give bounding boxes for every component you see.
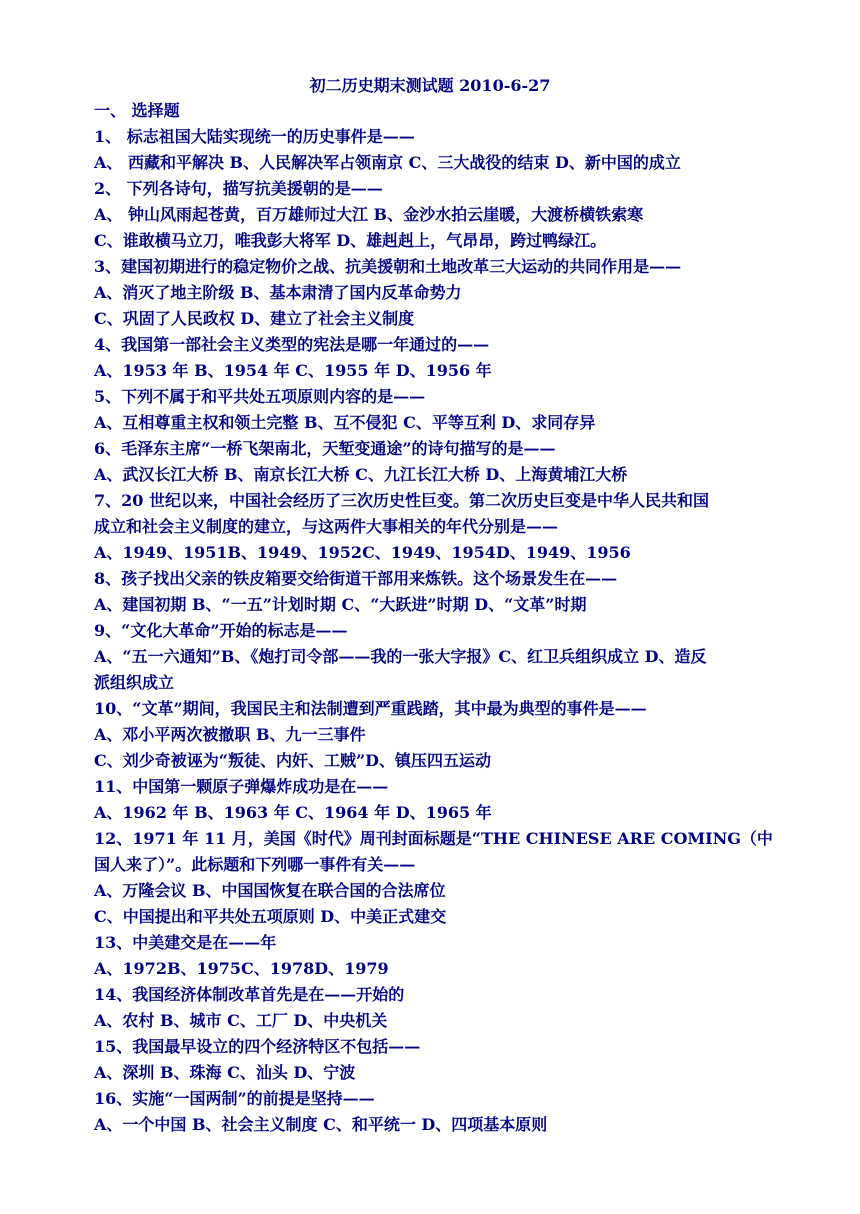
- question-16: 16、实施“一国两制”的前提是坚持——: [94, 1089, 375, 1108]
- question-14: 14、我国经济体制改革首先是在——开始的: [94, 985, 405, 1004]
- question-9: 9、“文化大革命”开始的标志是——: [94, 621, 348, 640]
- question-5: 5、下列不属于和平共处五项原则内容的是——: [94, 387, 426, 406]
- question-12-options-ab: A、万隆会议 B、中国国恢复在联合国的合法席位: [94, 881, 446, 900]
- question-2-options-ab: A、 钟山风雨起苍黄，百万雄师过大江 B、金沙水拍云崖暖，大渡桥横铁索寒: [94, 205, 644, 224]
- question-15-options: A、深圳 B、珠海 C、汕头 D、宁波: [94, 1063, 356, 1082]
- question-12: 12、1971 年 11 月，美国《时代》周刊封面标题是“THE CHINESE ARE COMING（中: [94, 829, 773, 848]
- question-8-options: A、建国初期 B、“一五”计划时期 C、“大跃进”时期 D、“文革”时期: [94, 595, 587, 614]
- question-4: 4、我国第一部社会主义类型的宪法是哪一年通过的——: [94, 335, 490, 354]
- question-2-options-cd: C、谁敢横马立刀，唯我彭大将军 D、雄赳赳上，气昂昂，跨过鸭绿江。: [94, 231, 607, 250]
- question-3-options-ab: A、消灭了地主阶级 B、基本肃清了国内反革命势力: [94, 283, 462, 302]
- section-heading: 一、 选择题: [94, 101, 180, 120]
- question-13: 13、中美建交是在——年: [94, 933, 277, 952]
- question-9-options: A、“五一六通知”B、《炮打司令部——我的一张大字报》C、红卫兵组织成立 D、造反: [94, 647, 707, 666]
- question-3-options-cd: C、巩固了人民政权 D、建立了社会主义制度: [94, 309, 415, 328]
- question-8: 8、孩子找出父亲的铁皮箱要交给街道干部用来炼铁。这个场景发生在——: [94, 569, 618, 588]
- question-4-options: A、1953 年 B、1954 年 C、1955 年 D、1956 年: [94, 361, 492, 380]
- question-14-options: A、农村 B、城市 C、工厂 D、中央机关: [94, 1011, 388, 1030]
- question-11: 11、中国第一颗原子弹爆炸成功是在——: [94, 777, 389, 796]
- question-7-continued: 成立和社会主义制度的建立，与这两件大事相关的年代分别是——: [94, 517, 559, 536]
- question-3: 3、建国初期进行的稳定物价之战、抗美援朝和土地改革三大运动的共同作用是——: [94, 257, 682, 276]
- question-10: 10、“文革”期间，我国民主和法制遭到严重践踏，其中最为典型的事件是——: [94, 699, 647, 718]
- question-10-options-cd: C、刘少奇被诬为“叛徒、内奸、工贼”D、镇压四五运动: [94, 751, 492, 770]
- document-body: [94, 98, 784, 1138]
- question-1-options: A、 西藏和平解决 B、人民解决军占领南京 C、三大战役的结束 D、新中国的成立: [94, 153, 681, 172]
- question-6-options: A、武汉长江大桥 B、南京长江大桥 C、九江长江大桥 D、上海黄埔江大桥: [94, 465, 628, 484]
- question-2: 2、 下列各诗句，描写抗美援朝的是——: [94, 179, 383, 198]
- question-7-options: A、1949、1951B、1949、1952C、1949、1954D、1949、1956: [94, 543, 631, 562]
- question-5-options: A、互相尊重主权和领土完整 B、互不侵犯 C、平等互利 D、求同存异: [94, 413, 596, 432]
- question-15: 15、我国最早设立的四个经济特区不包括——: [94, 1037, 421, 1056]
- question-9-options-continued: 派组织成立: [94, 673, 175, 692]
- question-12-continued: 国人来了）”。此标题和下列哪一事件有关——: [94, 855, 416, 874]
- question-6: 6、毛泽东主席“一桥飞架南北，天堑变通途”的诗句描写的是——: [94, 439, 556, 458]
- question-1: 1、 标志祖国大陆实现统一的历史事件是——: [94, 127, 415, 146]
- question-7: 7、20 世纪以来，中国社会经历了三次历史性巨变。第二次历史巨变是中华人民共和国: [94, 491, 709, 510]
- question-11-options: A、1962 年 B、1963 年 C、1964 年 D、1965 年: [94, 803, 492, 822]
- document-title: 初二历史期末测试题 2010-6-27: [309, 76, 551, 95]
- question-10-options-ab: A、邓小平两次被撤职 B、九一三事件: [94, 725, 366, 744]
- question-16-options: A、一个中国 B、社会主义制度 C、和平统一 D、四项基本原则: [94, 1115, 548, 1134]
- question-12-options-cd: C、中国提出和平共处五项原则 D、中美正式建交: [94, 907, 447, 926]
- question-13-options: A、1972B、1975C、1978D、1979: [94, 959, 389, 978]
